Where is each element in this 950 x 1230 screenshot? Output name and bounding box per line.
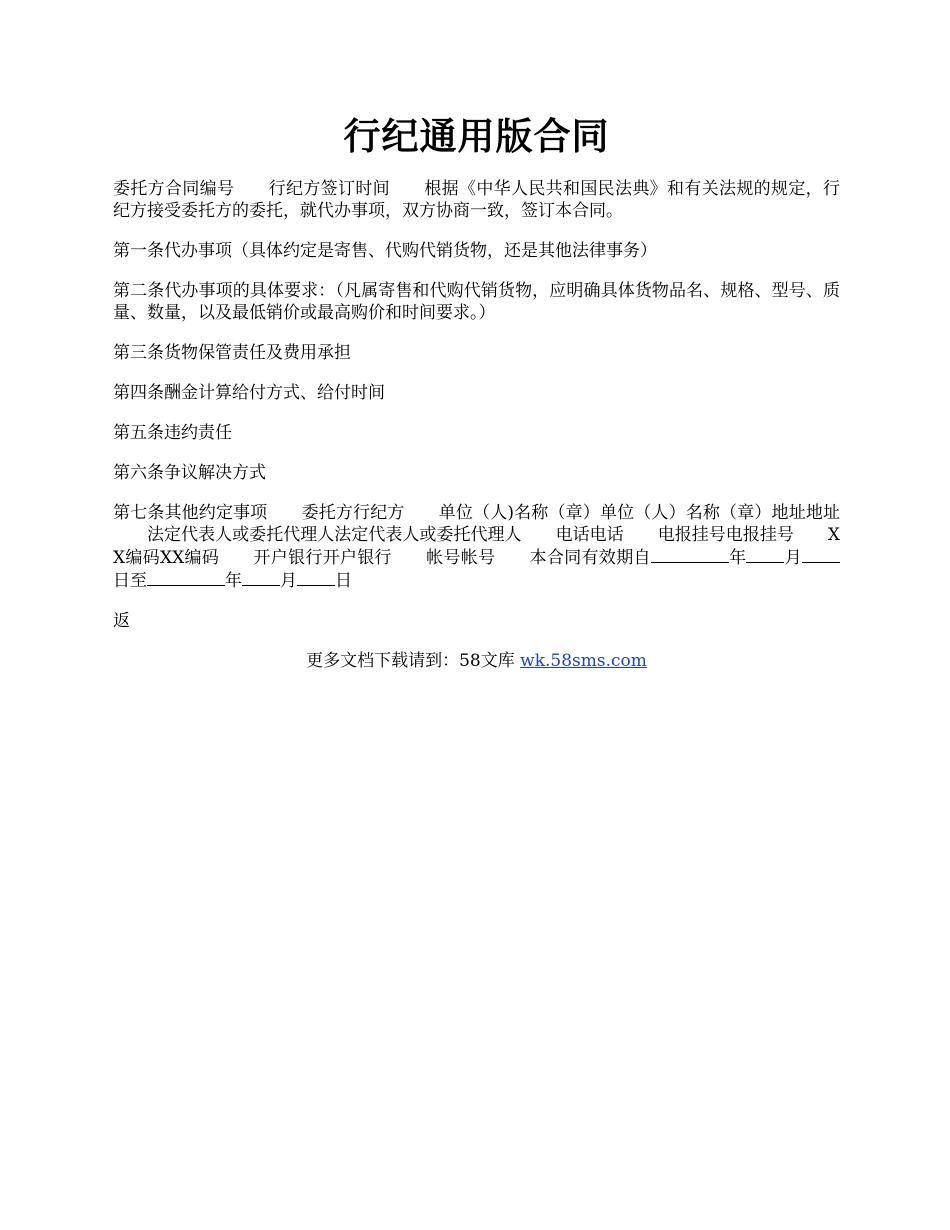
blank-end-day[interactable] — [297, 569, 335, 586]
footer-text: 更多文档下载请到：58文库 — [306, 651, 521, 671]
article-3: 第三条货物保管责任及费用承担 — [113, 343, 351, 363]
blank-end-year[interactable] — [147, 569, 225, 586]
month-label-2: 月 — [280, 571, 297, 591]
phone-labels: 电话电话 — [555, 525, 624, 545]
article-7 — [113, 502, 840, 592]
legal-rep-labels: 法定代表人或委托代理人法定代表人或委托代理人 — [147, 525, 522, 545]
telegram-labels: 电报挂号电报挂号 — [657, 525, 794, 545]
address-labels: 地址地址 — [771, 503, 841, 523]
article-1: 第一条代办事项（具体约定是寄售、代购代销货物，还是其他法律事务） — [113, 241, 657, 261]
month-label: 月 — [784, 548, 803, 568]
preamble-broker-sign-time: 行纪方签订时间 — [268, 179, 391, 199]
trailing-text: 返 — [113, 611, 130, 631]
footer — [113, 650, 840, 672]
postal-code-labels: XX编码XX编码 — [113, 525, 841, 568]
article-6: 第六条争议解决方式 — [113, 463, 266, 483]
year-label-2: 年 — [225, 571, 242, 591]
year-label: 年 — [728, 548, 747, 568]
blank-start-year[interactable] — [651, 546, 729, 563]
blank-start-day[interactable] — [802, 546, 840, 563]
account-labels: 帐号帐号 — [425, 548, 496, 568]
footer-link[interactable]: wk.58sms.com — [520, 651, 647, 671]
bank-labels: 开户银行开户银行 — [253, 548, 392, 568]
article-5: 第五条违约责任 — [113, 423, 232, 443]
day-to-label: 日至 — [113, 571, 147, 591]
article-7-heading: 第七条其他约定事项 — [113, 503, 268, 523]
article-2: 第二条代办事项的具体要求：（凡属寄售和代购代销货物，应明确具体货物品名、规格、型号、质量、数量，以及最低销价或最高购价和时间要求。） — [113, 281, 840, 323]
validity-period-label: 本合同有效期自 — [529, 548, 651, 568]
blank-end-month[interactable] — [242, 569, 280, 586]
day-label-end: 日 — [335, 571, 352, 591]
preamble-paragraph — [113, 178, 840, 222]
document-page — [113, 108, 840, 672]
unit-name-seal: 单位（人)名称（章）单位（人）名称（章） — [438, 503, 772, 523]
preamble-client-contract-no: 委托方合同编号 — [113, 179, 235, 199]
party-labels: 委托方行纪方 — [301, 503, 405, 523]
blank-start-month[interactable] — [746, 546, 784, 563]
preamble-text: 根据《中华人民共和国民法典》和有关法规的规定，行纪方接受委托方的委托，就代办事项，双方协商一致，签订本合同。 — [113, 179, 841, 221]
article-4: 第四条酬金计算给付方式、给付时间 — [113, 383, 385, 403]
document-title: 行纪通用版合同 — [343, 114, 610, 158]
